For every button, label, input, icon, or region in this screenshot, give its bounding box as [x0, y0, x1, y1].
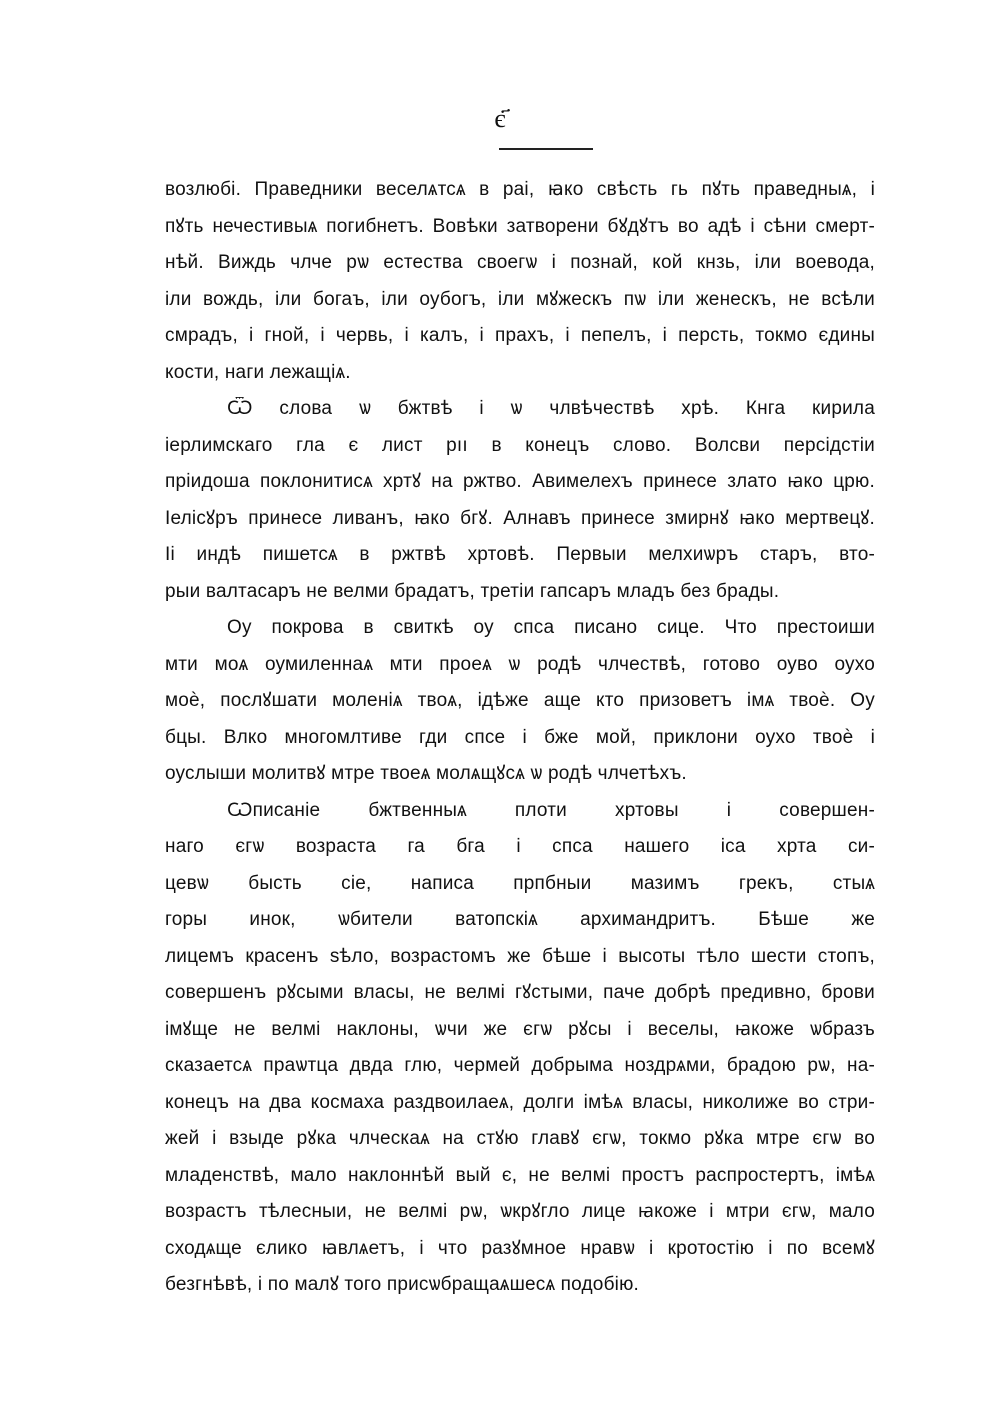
text-line: бцы. Влко многомлтиве гди спсе і бже мой, приклони оухо твоѐ і: [165, 726, 875, 748]
text-line: горы инок, ѡбители ватопскіѧ архимандритъ. Бѣше же: [165, 909, 875, 930]
text-line: нѣй. Виждь члче рѡ естества своегѡ і познай, кой кнзь, іли воевода,: [165, 252, 875, 273]
text-line: возрастъ тѣлесныи, не велмі рѡ, ѡкрꙋгло лице ꙗкоже і мтри єгѡ, мало: [165, 1201, 875, 1222]
text-line: цевѡ бысть сіе, написа прпбныи мазимъ грекъ, стыѧ: [165, 872, 875, 894]
text-line: жей і взыде рꙋка члческаѧ на стꙋю главꙋ єгѡ, токмо рꙋка мтре єгѡ во: [165, 1128, 875, 1149]
text-line: оуслыши молитвꙋ мтре твоеѧ молѧщꙋсѧ ѡ родѣ члчетѣхъ.: [165, 763, 687, 784]
text-line: пріидоша поклонитисѧ хртꙋ на ржтво. Авимелехъ принесе злато ꙗко црю.: [165, 471, 875, 492]
text-line: смрадъ, і гной, і червь, і калъ, і прахъ, і пепелъ, і персть, токмо єдины: [165, 325, 875, 346]
text-line: безгнѣвѣ, і по малꙋ того присѡбращаѧшесѧ подобію.: [165, 1274, 639, 1295]
text-line: сказаетсѧ праѡтца двда глю, чермей добрыма ноздрѧми, брадою рѡ, на-: [165, 1055, 875, 1076]
text-line: іерлимскаго гла є лист рıı в конецъ слово. Волсви персідстіи: [165, 434, 875, 456]
text-line: моѐ, послꙋшати моленіѧ твоѧ, ідѣже аще кто призоветъ імѧ твоѐ. Оу: [165, 690, 875, 711]
text-line: Ѡписаніе бжтвенныѧ плоти хртовы і совершен-: [227, 799, 875, 821]
header-rule: [499, 148, 593, 150]
text-line: мти моѧ оумиленнаѧ мти проеѧ ѡ родѣ члчествѣ, готово оуво оухо: [165, 653, 875, 675]
text-line: Іі индѣ пишетсѧ в ржтвѣ хртовѣ. Первыи мелхиѡръ старъ, вто-: [165, 544, 875, 565]
page-number: є҃: [494, 104, 506, 133]
text-line: Оу покрова в свиткѣ оу спса писано сице. Что престоиши: [227, 617, 875, 638]
text-line: возлюбі. Праведники веселѧтсѧ в раі, ꙗко свѣсть гь пꙋть праведныѧ, і: [165, 179, 875, 200]
text-line: сходѧще єлико ꙗвлѧетъ, і что разꙋмное нравѡ і кротостію і по всемꙋ: [165, 1237, 875, 1259]
text-line: наго єгѡ возраста га бга і спса нашего іса хрта си-: [165, 836, 875, 857]
text-line: конецъ на два космаха раздвоилаеѧ, долги імѣѧ власы, николиже во стри-: [165, 1091, 875, 1113]
page-body-text: [165, 172, 875, 1304]
text-line: рыи валтасаръ не велми брадатъ, третіи гапсаръ младъ без брады.: [165, 580, 780, 602]
text-line: Ѿ слова ѡ бжтвѣ і ѡ члвѣчествѣ хрѣ. Кнга кирила: [227, 398, 875, 419]
text-line: імꙋще не велмі наклоны, ѡчи же єгѡ рꙋсы і веселы, ꙗкоже ѡбразъ: [165, 1018, 875, 1040]
text-line: лицемъ красенъ ѕѣло, возрастомъ же бѣше і высоты тѣло шести стопъ,: [165, 945, 875, 967]
text-line: пꙋть нечестивыѧ погибнетъ. Вовѣки затворени бꙋдꙋтъ во адѣ і сѣни смерт-: [165, 215, 875, 237]
text-line: кости, наги лежащіѧ.: [165, 361, 351, 383]
text-line: Іелісꙋръ принесе ливанъ, ꙗко бгꙋ. Алнавъ принесе змирнꙋ ꙗко мертвецꙋ.: [165, 507, 875, 529]
text-line: іли вождь, іли богаъ, іли оубогъ, іли мꙋжескъ пѡ іли женескъ, не всѣли: [165, 288, 875, 310]
text-line: младенствѣ, мало наклоннѣй вый є, не велмі простъ распростертъ, імѣѧ: [165, 1164, 875, 1186]
text-line: совершенъ рꙋсыми власы, не велмі гꙋстыми, паче добрѣ предивно, брови: [165, 982, 875, 1003]
